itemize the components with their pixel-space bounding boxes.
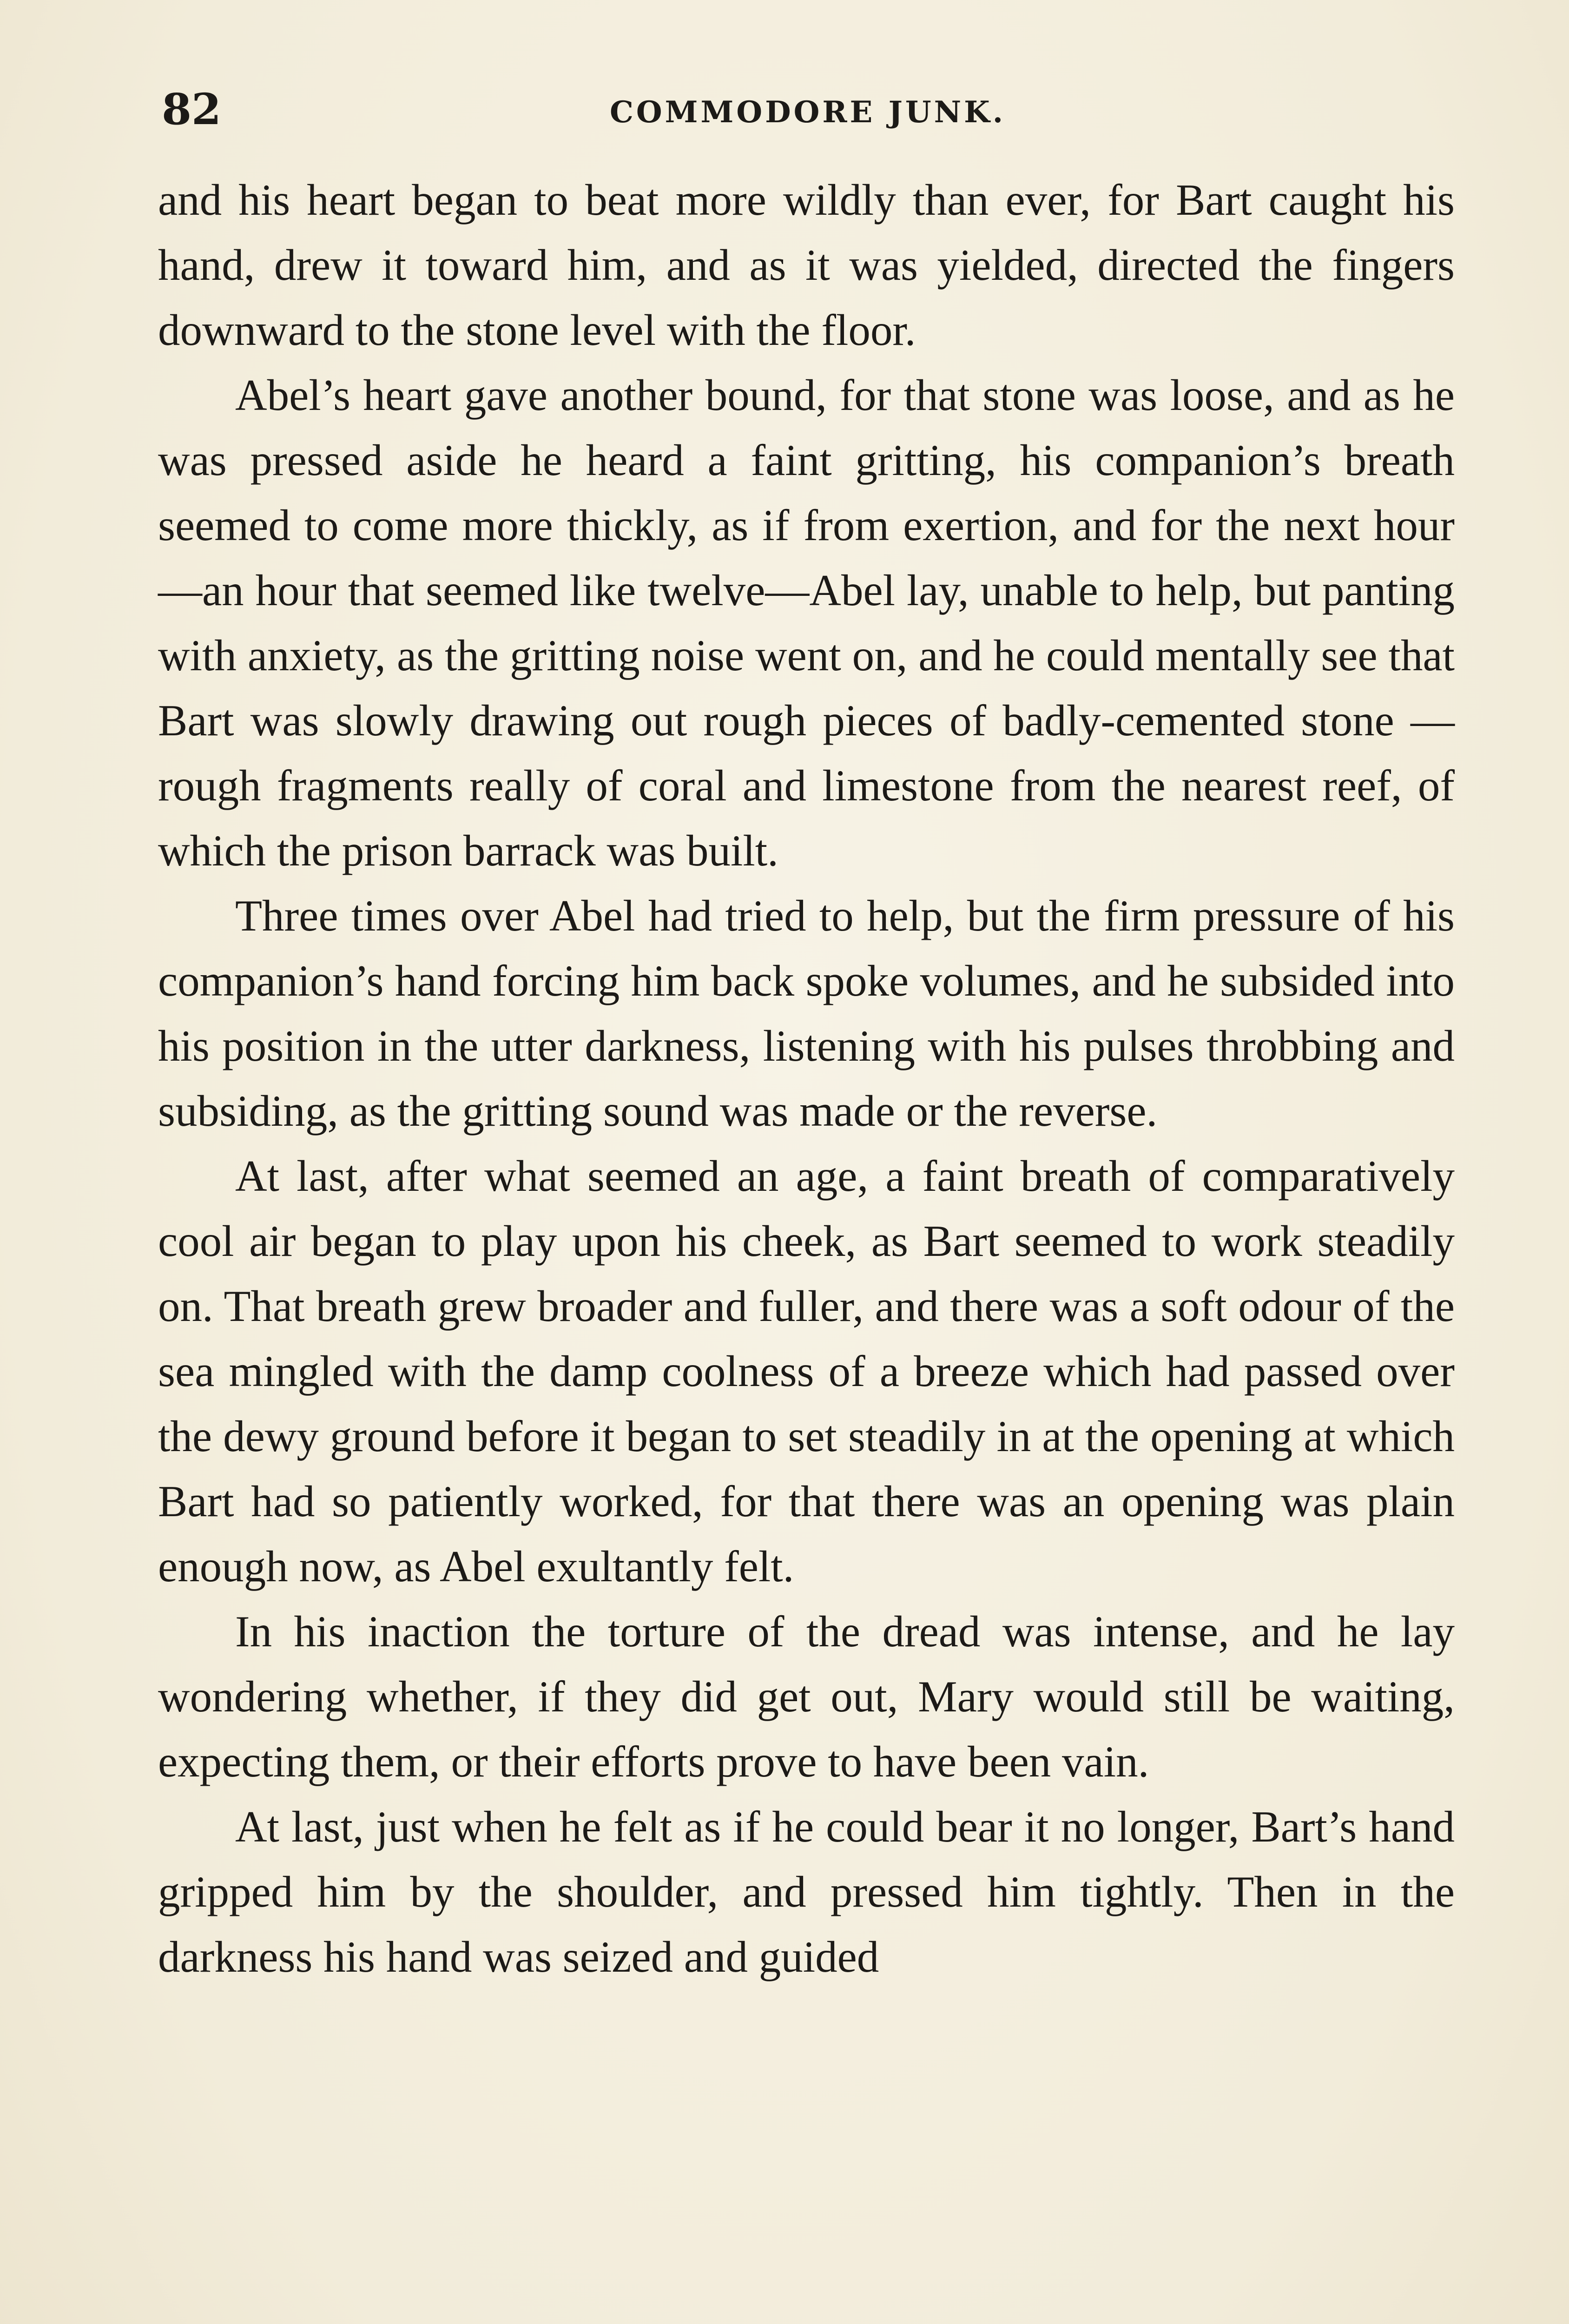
paragraph-6: At last, just when he felt as if he could bear it no longer, Bart’s hand gripped him by the shoulder, and pressed him tightly. Then in the darkness his hand was seized and guided [158,1802,1455,1981]
running-head: COMMODORE JUNK. [609,95,1006,130]
paragraph-3: Three times over Abel had tried to help, but the firm pressure of his companion’s hand forcing him back spoke volumes, and he subsided into his position in the utter darkness, listening with his pulses throbbing and subsiding, as the gritting sound was made or the reverse. [158,891,1455,1136]
page-header [162,79,1454,135]
paragraph-5: In his inaction the torture of the dread was intense, and he lay wondering whether, if they did get out, Mary would still be waiting, expecting them, or their efforts prove to have been vain. [158,1607,1455,1786]
paragraph-2: Abel’s heart gave another bound, for that stone was loose, and as he was pressed aside he heard a faint gritting, his companion’s breath seemed to come more thickly, as if from exertion, and for the next hour—an hour that seemed like twelve—Abel lay, unable to help, but panting with anxiety, as the gritting noise went on, and he could mentally see that Bart was slowly drawing out rough pieces of badly-cemented stone —rough fragments really of coral and limestone from the nearest reef, of which the prison barrack was built. [158,370,1455,875]
body-text [158,167,1455,1989]
paragraph-1: and his heart began to beat more wildly than ever, for Bart caught his hand, drew it toward him, and as it was yielded, directed the fingers downward to the stone level with the floor. [158,175,1455,355]
paragraph-4: At last, after what seemed an age, a faint breath of comparatively cool air began to play upon his cheek, as Bart seemed to work steadily on. That breath grew broader and fuller, and there was a soft odour of the sea mingled with the damp coolness of a breeze which had passed over the dewy ground before it began to set steadily in at the opening at which Bart had so patiently worked, for that there was an opening was plain enough now, as Abel exultantly felt. [158,1151,1455,1591]
page-number: 82 [162,84,222,134]
